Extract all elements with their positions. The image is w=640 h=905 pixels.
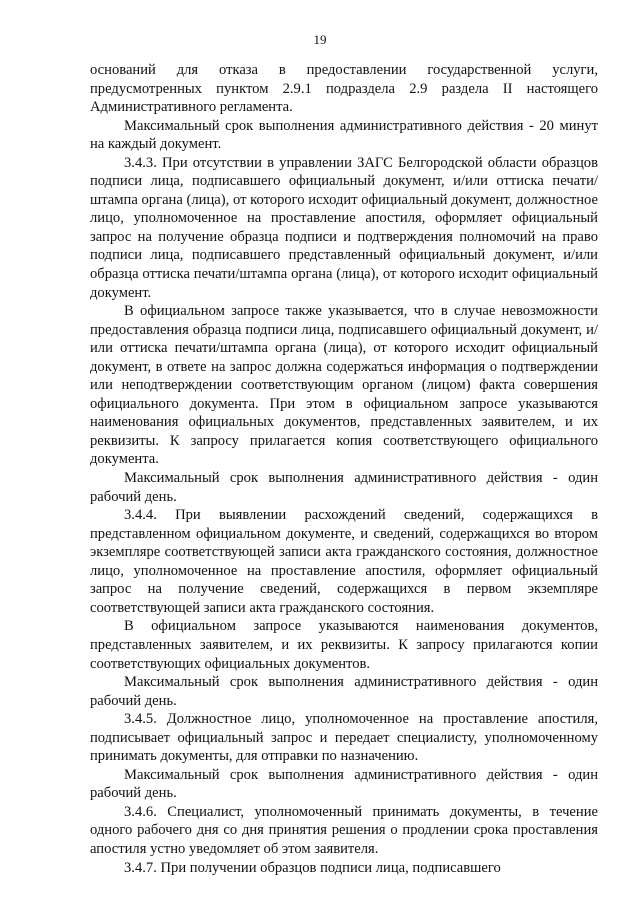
paragraph-8: Максимальный срок выполнения административного действия - один рабочий день. [90, 674, 598, 709]
paragraph-3: 3.4.3. При отсутствии в управлении ЗАГС Белгородской области образцов подписи лица, подписавшего официальный документ, и/или оттиска печати/штампа органа (лица), от которого исходит официальный документ, должностное лицо, уполномоченное на проставление апостиля, оформляет официальный запрос на получение образца подписи и подтверждения полномочий на право подписи лица, подписавшего представленный официальный документ, и/или образца оттиска печати/штампа органа (лица), от которого исходит официальный документ. [90, 154, 598, 301]
paragraph-2: Максимальный срок выполнения административного действия - 20 минут на каждый документ. [90, 117, 598, 153]
paragraph-12: 3.4.7. При получении образцов подписи лица, подписавшего [124, 859, 501, 876]
paragraph-5: Максимальный срок выполнения административного действия - один рабочий день. [90, 470, 598, 505]
paragraph-4: В официальном запросе также указывается, что в случае невозможности предоставления образца подписи лица, подписавшего официальный документ, и/или оттиска печати/штампа органа (лица), от которого исходит официальный документ, в ответе на запрос должна содержаться информация о подтверждении или неподтверждении соответствующим органом (лицом) факта совершения официального документа. При этом в официальном запросе указываются наименования официальных документов, представленных заявителем, и их реквизиты. К запросу прилагается копия соответствующего официального документа. [90, 303, 598, 468]
paragraph-6: 3.4.4. При выявлении расхождений сведений, содержащихся в представленном официальном документе, и сведений, содержащихся во втором экземпляре соответствующей записи акта гражданского состояния, должностное лицо, уполномоченное на проставление апостиля, оформляет официальный запрос на получение сведений, содержащихся в первом экземпляре соответствующей записи акта гражданского состояния. [90, 507, 598, 616]
paragraph-10: Максимальный срок выполнения административного действия - один рабочий день. [90, 766, 598, 802]
paragraph-1: оснований для отказа в предоставлении государственной услуги, предусмотренных пунктом 2.9.1 подраздела 2.9 раздела II настоящего Административного регламента. [90, 62, 598, 116]
document-body [90, 61, 598, 877]
page-number: 19 [313, 32, 327, 47]
paragraph-9: 3.4.5. Должностное лицо, уполномоченное на проставление апостиля, подписывает официальный запрос и передает специалисту, уполномоченному принимать документы, для отправки по назначению. [90, 711, 598, 765]
paragraph-11: 3.4.6. Специалист, уполномоченный принимать документы, в течение одного рабочего дня со дня принятия решения о продлении срока проставления апостиля устно уведомляет об этом заявителя. [90, 803, 598, 857]
paragraph-7: В официальном запросе указываются наименования документов, представленных заявителем, и их реквизиты. К запросу прилагаются копии соответствующих официальных документов. [90, 618, 598, 672]
